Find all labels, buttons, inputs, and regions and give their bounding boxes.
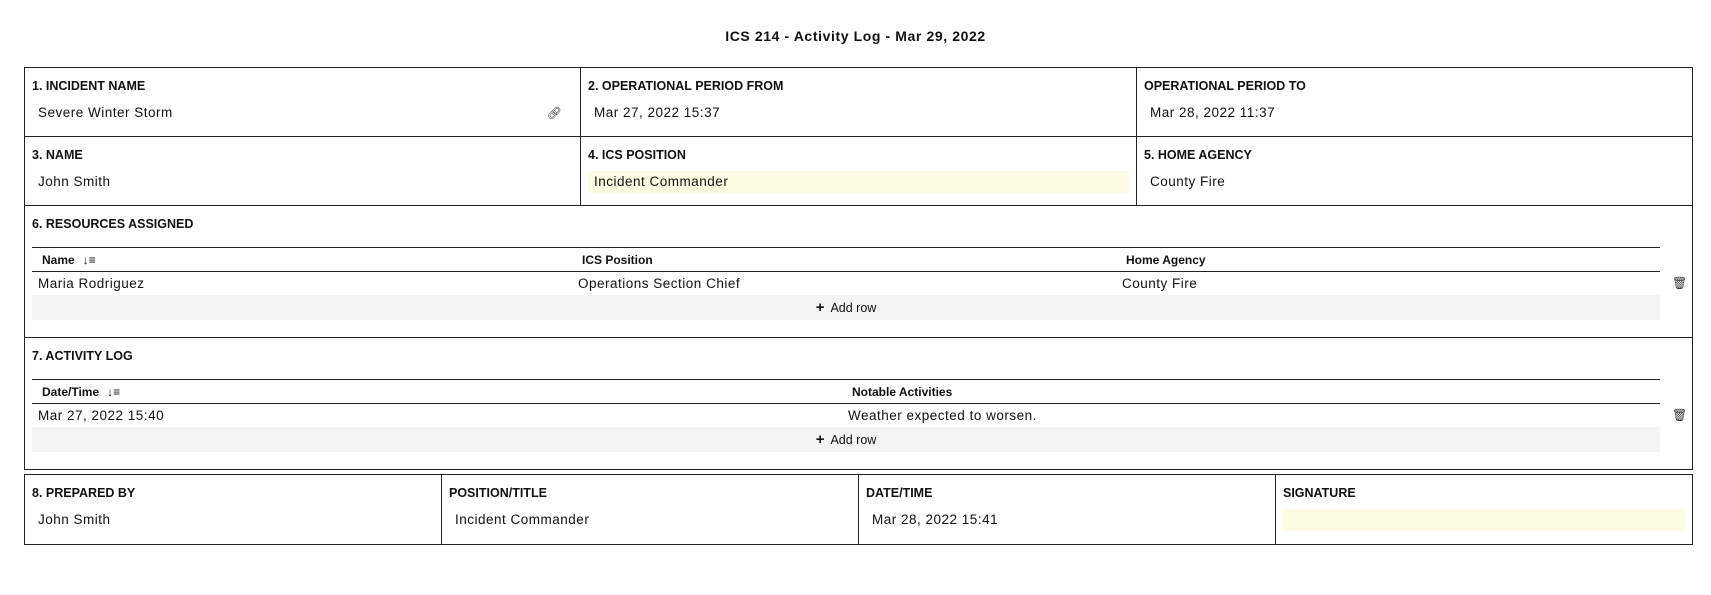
sort-icon[interactable]: ↓≡ (82, 252, 96, 267)
activity-label: 7. ACTIVITY LOG (32, 349, 133, 363)
datetime-cell (859, 475, 1276, 544)
table-row (32, 272, 1688, 295)
plus-icon: + (815, 431, 825, 448)
table-row (32, 404, 1688, 427)
activity-table-header (32, 379, 1660, 404)
incident-name-field[interactable]: Severe Winter Storm (38, 105, 173, 120)
cell-notable-activity[interactable]: Weather expected to worsen. (848, 408, 1037, 423)
prepared-by-field[interactable]: John Smith (38, 512, 111, 527)
resources-table-header (32, 247, 1660, 272)
page-title: ICS 214 - Activity Log - Mar 29, 2022 (725, 28, 986, 44)
add-row-button[interactable]: + Add row (32, 295, 1660, 320)
datetime-label: DATE/TIME (866, 486, 933, 500)
resources-label: 6. RESOURCES ASSIGNED (32, 217, 194, 231)
signature-field[interactable] (1283, 509, 1685, 531)
resources-section (25, 216, 1692, 338)
op-to-cell (1137, 68, 1692, 136)
add-row-button[interactable]: + Add row (32, 427, 1660, 452)
cell-home-agency[interactable]: County Fire (1122, 276, 1198, 291)
name-label: 3. NAME (32, 148, 83, 162)
incident-name-label: 1. INCIDENT NAME (32, 79, 146, 93)
incident-name-cell (25, 68, 581, 136)
position-title-field[interactable]: Incident Commander (455, 512, 590, 527)
position-title-label: POSITION/TITLE (449, 486, 547, 500)
row-incident (25, 68, 1692, 137)
column-header-notable-activities: Notable Activities (852, 384, 953, 399)
plus-icon: + (815, 299, 825, 316)
column-header-ics-position: ICS Position (582, 252, 653, 267)
cell-name[interactable]: Maria Rodriguez (38, 276, 145, 291)
row-person (25, 137, 1692, 206)
link-icon[interactable]: 🔗︎ (546, 106, 562, 120)
signature-label: SIGNATURE (1283, 486, 1356, 500)
prepared-by-form (24, 474, 1693, 545)
op-from-label: 2. OPERATIONAL PERIOD FROM (588, 79, 784, 93)
home-agency-cell (1137, 137, 1692, 205)
ics-position-cell (581, 137, 1137, 205)
datetime-field[interactable]: Mar 28, 2022 15:41 (872, 512, 999, 527)
home-agency-label: 5. HOME AGENCY (1144, 148, 1252, 162)
op-from-field[interactable]: Mar 27, 2022 15:37 (594, 105, 721, 120)
prepared-by-label: 8. PREPARED BY (32, 486, 136, 500)
prepared-by-cell (25, 475, 442, 544)
name-cell (25, 137, 581, 205)
cell-ics-position[interactable]: Operations Section Chief (578, 276, 741, 291)
column-header-datetime[interactable]: Date/Time ↓≡ (42, 384, 121, 399)
row-prepared (25, 475, 1692, 544)
name-field[interactable]: John Smith (38, 174, 111, 189)
main-form (24, 67, 1693, 470)
trash-icon[interactable]: 🗑︎ (1672, 276, 1688, 290)
cell-datetime[interactable]: Mar 27, 2022 15:40 (38, 408, 165, 423)
column-header-home-agency: Home Agency (1126, 252, 1206, 267)
op-to-field[interactable]: Mar 28, 2022 11:37 (1150, 105, 1276, 120)
activity-section (25, 348, 1692, 469)
trash-icon[interactable]: 🗑︎ (1672, 408, 1688, 422)
sort-icon[interactable]: ↓≡ (107, 384, 121, 399)
signature-cell (1276, 475, 1692, 544)
op-from-cell (581, 68, 1137, 136)
ics-position-label: 4. ICS POSITION (588, 148, 686, 162)
ics-position-field[interactable]: Incident Commander (588, 171, 1129, 193)
op-to-label: OPERATIONAL PERIOD TO (1144, 79, 1306, 93)
position-title-cell (442, 475, 859, 544)
home-agency-field[interactable]: County Fire (1150, 174, 1226, 189)
column-header-name[interactable]: Name ↓≡ (42, 252, 96, 267)
